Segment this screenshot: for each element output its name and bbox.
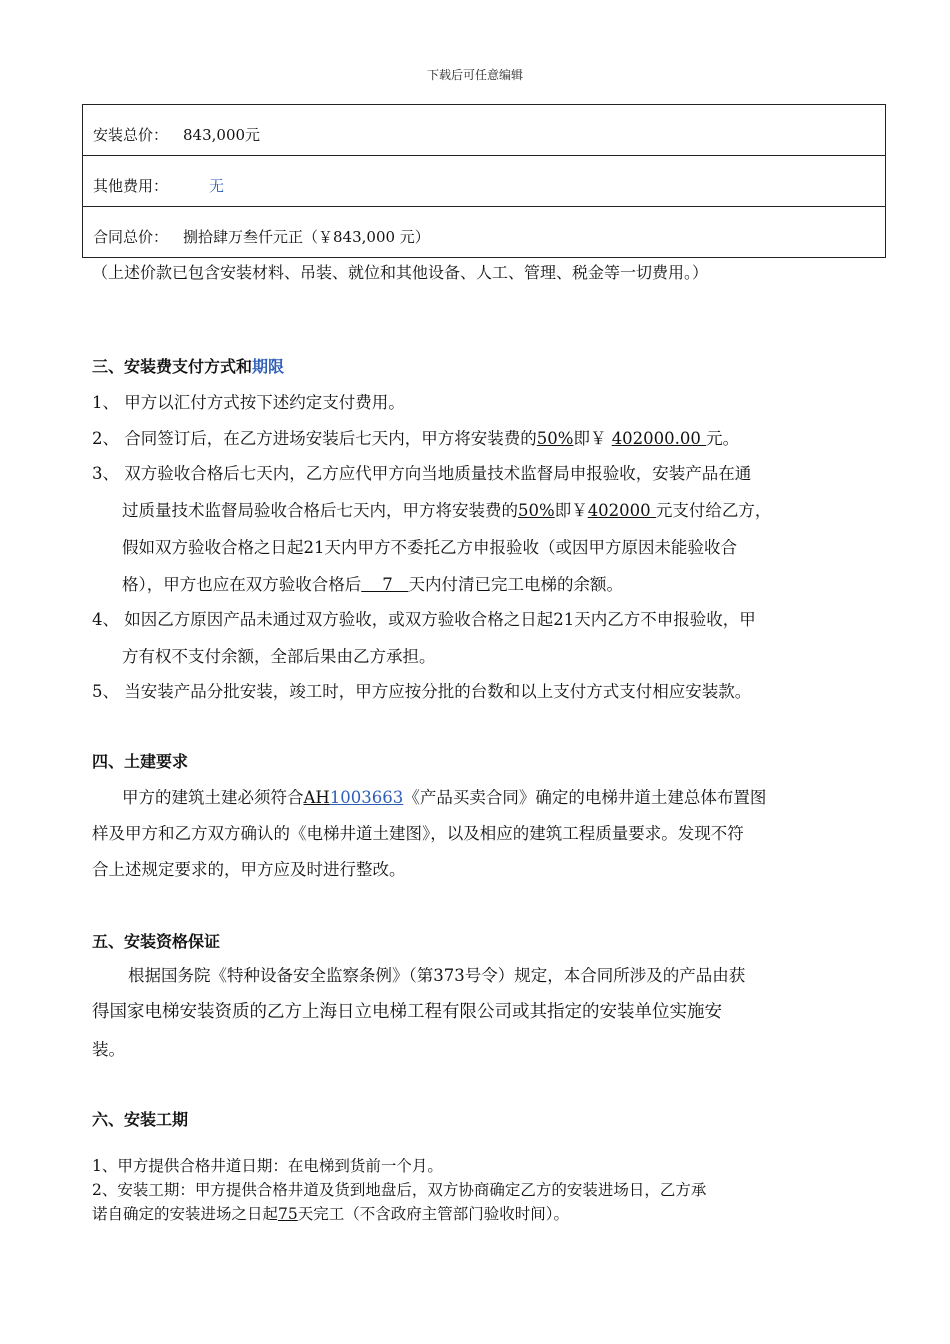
page-header: 下载后可任意编辑 [426,68,523,82]
section3-item2-text: 2、 合同签订后，在乙方进场安装后七天内，甲方将安装费的 [92,429,537,448]
section3-title-highlight: 期限 [252,357,285,376]
contract-total-value: 捌拾肆万叁仟元正（￥843,000 元） [183,228,430,246]
contract-total-row [83,207,885,257]
section3-item3-text-e: 天内付清已完工电梯的余额。 [408,575,623,594]
section4-text: 甲方的建筑土建必须符合 [122,788,304,807]
install-total-value: 843,000元 [183,126,261,144]
section3-item3-percent: 50% [518,501,555,520]
section4-title: 四、土建要求 [92,752,189,771]
section5-line1: 根据国务院《特种设备安全监察条例》（第373号令）规定，本合同所涉及的产品由获 [128,966,746,985]
section4-line3: 合上述规定要求的，甲方应及时进行整改。 [92,860,406,879]
section6-item1: 1、甲方提供合格井道日期：在电梯到货前一个月。 [92,1157,443,1175]
section3-item3-text-c: 元支付给乙方， [655,501,772,520]
other-fees-row [83,156,885,207]
section3-title-main: 三、安装费支付方式和 [92,357,253,376]
section3-item3-line4 [122,571,623,595]
section4-line1 [122,784,766,808]
section6-text: 诺自确定的安装进场之日起 [92,1205,279,1223]
section6-text-b: 天完工（不含政府主管部门验收时间）。 [297,1205,570,1223]
section6-days: 75 [278,1205,298,1223]
contract-code-number: 1003663 [329,788,404,807]
install-total-label: 安装总价： [93,126,169,144]
section3-title [92,354,284,377]
contract-total-label: 合同总价： [93,228,169,246]
section4-line2: 样及甲方和乙方双方确认的《电梯井道土建图》，以及相应的建筑工程质量要求。发现不符 [92,824,744,843]
section3-item4-line1: 4、 如因乙方原因产品未通过双方验收，或双方验收合格之日起21天内乙方不申报验收，甲 [92,610,756,629]
section3-item2 [92,425,739,449]
section6-item2-line1: 2、安装工期：甲方提供合格井道及货到地盘后，双方协商确定乙方的安装进场日，乙方承 [92,1181,707,1199]
section3-item2-percent: 50% [536,429,574,448]
other-fees-value: 无 [209,177,225,195]
price-note: （上述价款已包含安装材料、吊装、就位和其他设备、人工、管理、税金等一切费用。） [92,263,709,282]
other-fees-label: 其他费用： [93,177,169,195]
section3-item2-amount: 402000.00 [611,429,707,448]
section5-title: 五、安装资格保证 [92,932,221,951]
section6-item2-line2 [92,1202,569,1224]
section3-item3-line1: 3、 双方验收合格后七天内，乙方应代甲方向当地质量技术监督局申报验收，安装产品在通 [92,464,752,483]
install-total-row [83,105,885,156]
section3-item4-line2: 方有权不支付余额，全部后果由乙方承担。 [122,647,436,666]
section3-item3-days: 7 [361,575,409,594]
section3-item3-amount: 402000 [587,501,656,520]
section3-item3-text: 过质量技术监督局验收合格后七天内，甲方将安装费的 [122,501,518,520]
contract-code-prefix: AH [303,788,330,807]
section6-title: 六、安装工期 [92,1110,189,1129]
section3-item1: 1、 甲方以汇付方式按下述约定支付费用。 [92,393,405,412]
section3-item2-text-c: 元。 [706,429,740,448]
section3-item5: 5、 当安装产品分批安装，竣工时，甲方应按分批的台数和以上支付方式支付相应安装款。 [92,682,752,701]
section3-item2-text-b: 即￥ [573,429,612,448]
price-table [82,104,886,258]
section5-line2: 得国家电梯安装资质的乙方上海日立电梯工程有限公司或其指定的安装单位实施安 [92,1002,722,1022]
section3-item3-line3: 假如双方验收合格之日起21天内甲方不委托乙方申报验收（或因甲方原因未能验收合 [122,538,737,557]
section3-item3-text-d: 格），甲方也应在双方验收合格后 [122,575,362,594]
section5-line3: 装。 [92,1040,125,1059]
section3-item3-text-b: 即￥ [554,501,588,520]
section4-text-b: 《产品买卖合同》确定的电梯井道土建总体布置图 [403,788,767,807]
section3-item3-line2 [122,497,771,521]
